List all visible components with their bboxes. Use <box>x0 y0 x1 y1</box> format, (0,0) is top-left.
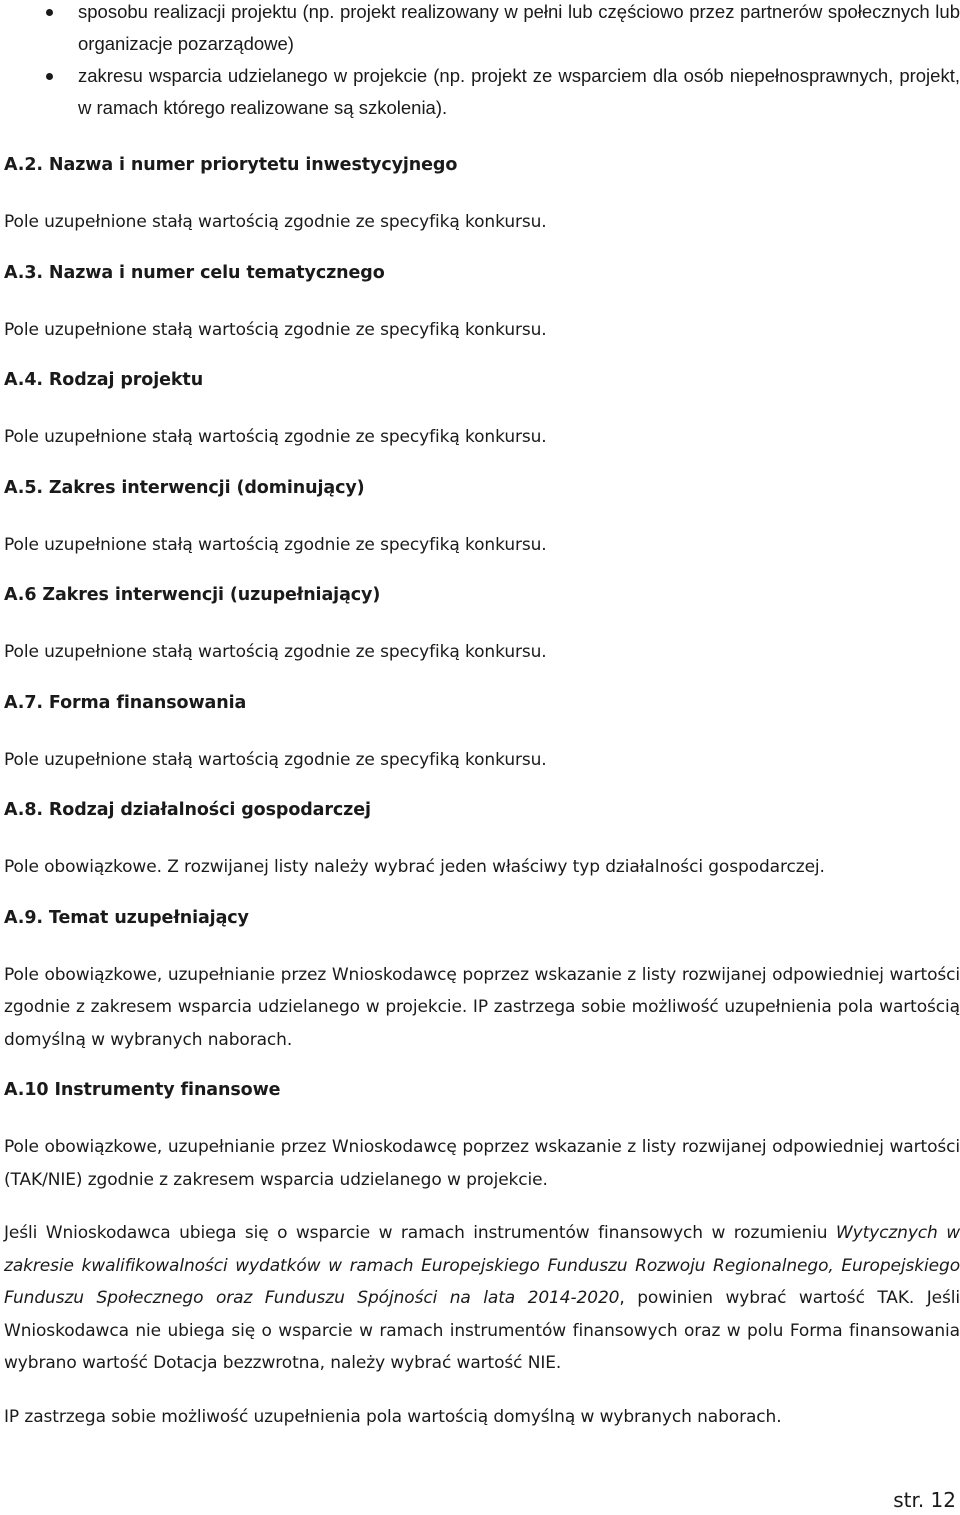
section-heading-a2: A.2. Nazwa i numer priorytetu inwestycyjnego <box>4 155 458 175</box>
section-heading-a9: A.9. Temat uzupełniający <box>4 907 249 928</box>
section-heading-a3: A.3. Nazwa i numer celu tematycznego <box>4 262 385 283</box>
paragraph-part: , powinien wybrać wartość TAK. Jeśli Wnioskodawca nie ubiega się o wsparcie w ramach instrumentów finansowych oraz w polu Forma finansowania wybrano wartość Dotacja bezzwrotna, należy wybrać wartość NIE. <box>4 1288 960 1373</box>
section-text-a3: Pole uzupełnione stałą wartością zgodnie ze specyfiką konkursu. <box>4 319 547 340</box>
section-heading-a8: A.8. Rodzaj działalności gospodarczej <box>4 800 371 820</box>
section-text-a5: Pole uzupełnione stałą wartością zgodnie ze specyfiką konkursu. <box>4 534 547 555</box>
bullet-list <box>4 0 960 124</box>
section-text-a6: Pole uzupełnione stałą wartością zgodnie ze specyfiką konkursu. <box>4 642 547 662</box>
page-number: str. 12 <box>893 1488 956 1512</box>
section-heading-a7: A.7. Forma finansowania <box>4 692 247 713</box>
section-heading-a6: A.6 Zakres interwencji (uzupełniający) <box>4 585 381 605</box>
section-text-a10: Pole obowiązkowe, uzupełnianie przez Wnioskodawcę poprzez wskazanie z listy rozwijanej odpowiedniej wartości (TAK/NIE) zgodnie z zakresem wsparcia udzielanego w projekcie. <box>4 1137 960 1190</box>
document-page <box>4 0 960 1433</box>
paragraph-financial-instruments <box>4 1217 960 1380</box>
bullet-item: zakresu wsparcia udzielanego w projekcie (np. projekt ze wsparciem dla osób niepełnosprawnych, projekt, w ramach którego realizowane są szkolenia). <box>4 60 960 124</box>
section-text-a7: Pole uzupełnione stałą wartością zgodnie ze specyfiką konkursu. <box>4 749 547 770</box>
section-text-a4: Pole uzupełnione stałą wartością zgodnie ze specyfiką konkursu. <box>4 427 547 447</box>
section-heading-a10: A.10 Instrumenty finansowe <box>4 1080 281 1100</box>
paragraph-part: Jeśli Wnioskodawca ubiega się o wsparcie w ramach instrumentów finansowych w rozumieniu <box>4 1223 836 1243</box>
section-text-a8: Pole obowiązkowe. Z rozwijanej listy należy wybrać jeden właściwy typ działalności gospodarczej. <box>4 857 825 877</box>
final-note: IP zastrzega sobie możliwość uzupełnienia pola wartością domyślną w wybranych naborach. <box>4 1406 782 1427</box>
section-heading-a4: A.4. Rodzaj projektu <box>4 370 204 390</box>
section-text-a2: Pole uzupełnione stałą wartością zgodnie ze specyfiką konkursu. <box>4 212 547 232</box>
section-heading-a5: A.5. Zakres interwencji (dominujący) <box>4 477 365 498</box>
section-text-a9: Pole obowiązkowe, uzupełnianie przez Wnioskodawcę poprzez wskazanie z listy rozwijanej odpowiedniej wartości zgodnie z zakresem wsparcia udzielanego w projekcie. IP zastrzega sobie możliwość uzupełnienia pola wartością domyślną w wybranych naborach. <box>4 964 960 1050</box>
bullet-item: sposobu realizacji projektu (np. projekt realizowany w pełni lub częściowo przez partnerów społecznych lub organizacje pozarządowe) <box>4 0 960 60</box>
guidelines-title: Wytycznych w zakresie kwalifikowalności wydatków w ramach Europejskiego Funduszu Rozwoju Regionalnego, Europejskiego Funduszu Społecznego oraz Funduszu Spójności na lata 2014-2020 <box>4 1223 960 1308</box>
